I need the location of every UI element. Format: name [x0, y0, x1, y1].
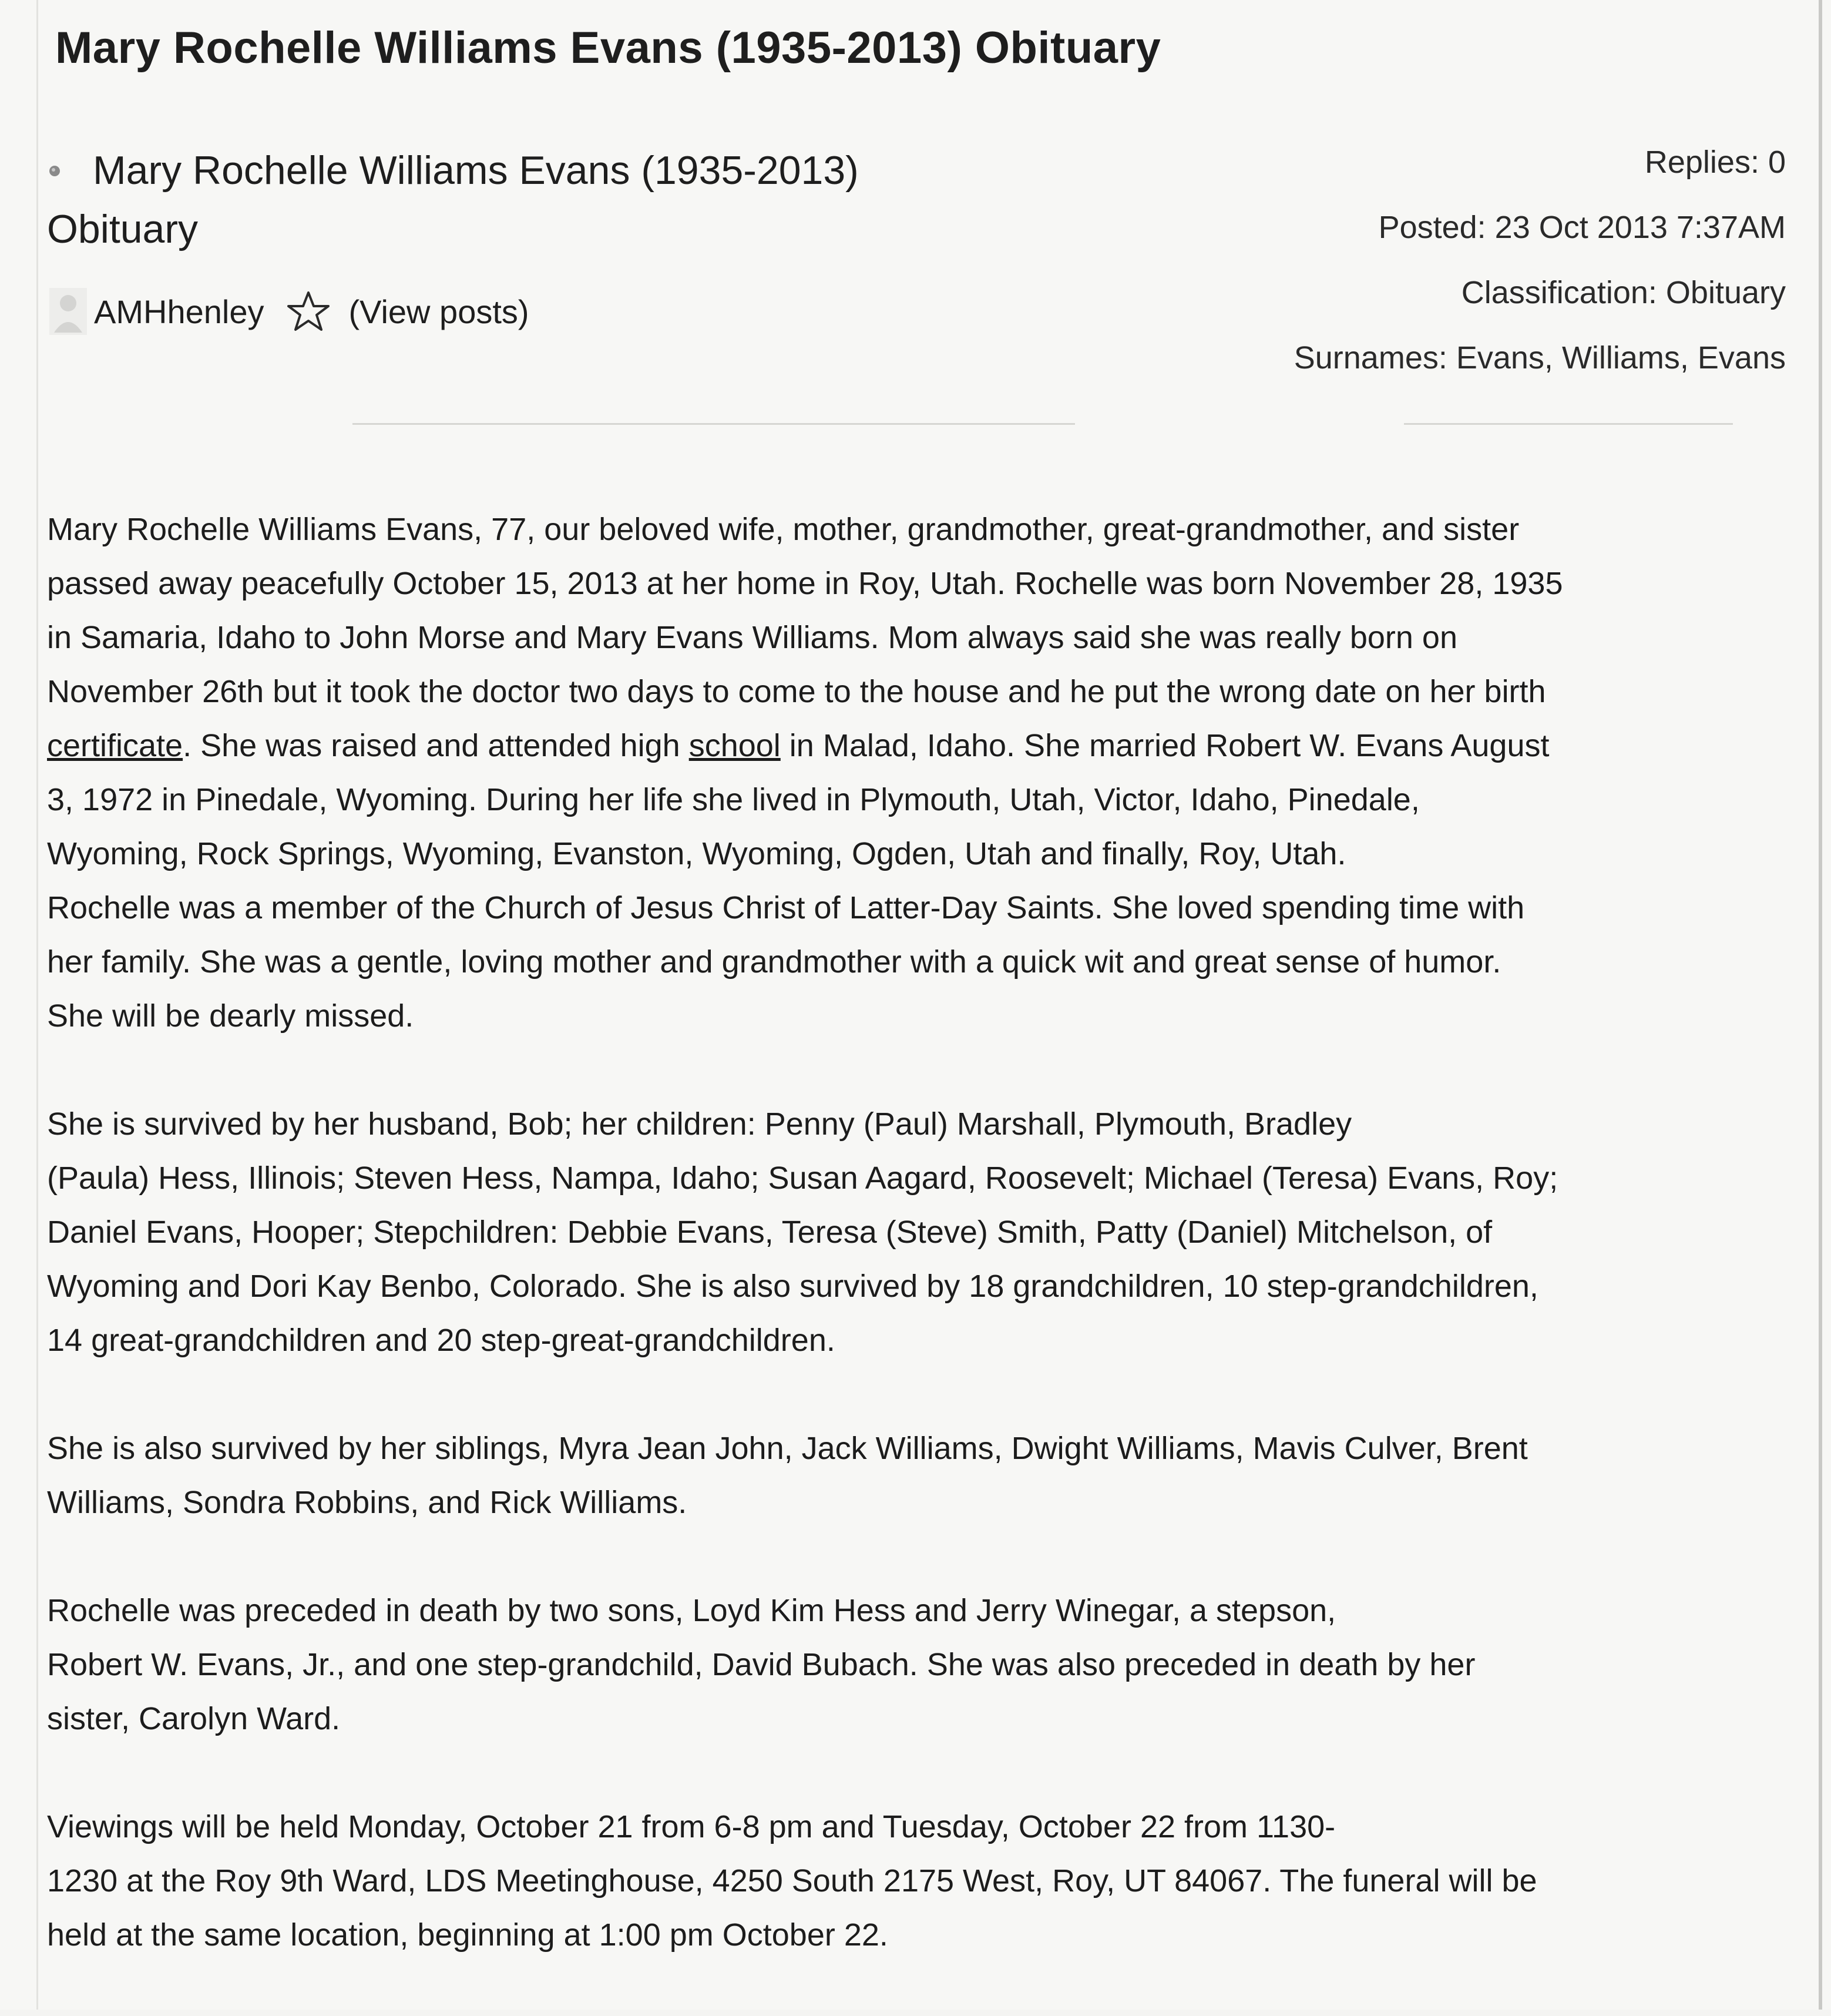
- text-line: sister, Carolyn Ward.: [47, 1701, 341, 1736]
- paragraph-siblings: [47, 1421, 1786, 1529]
- post-meta: [1022, 146, 1786, 407]
- text-line: 1230 at the Roy 9th Ward, LDS Meetinghouse, 4250 South 2175 West, Roy, UT 84067. The funeral will be: [47, 1863, 1537, 1898]
- obituary-body: [47, 502, 1786, 2016]
- text-line: (Paula) Hess, Illinois; Steven Hess, Nampa, Idaho; Susan Aagard, Roosevelt; Michael (Teresa) Evans, Roy;: [47, 1160, 1558, 1196]
- text-line: November 26th but it took the doctor two days to come to the house and he put the wrong date on her birth: [47, 674, 1546, 709]
- text-line: Williams, Sondra Robbins, and Rick Williams.: [47, 1485, 687, 1520]
- text-fragment: . She was raised and attended high: [183, 728, 689, 763]
- text-line: Wyoming and Dori Kay Benbo, Colorado. She is also survived by 18 grandchildren, 10 step-grandchildren,: [47, 1269, 1538, 1304]
- text-line: She is survived by her husband, Bob; her children: Penny (Paul) Marshall, Plymouth, Bradley: [47, 1106, 1352, 1142]
- right-border: [1819, 0, 1822, 2010]
- left-margin-rule: [36, 0, 38, 2010]
- text-line: her family. She was a gentle, loving mother and grandmother with a quick wit and great sense of humor.: [47, 944, 1501, 980]
- author-row: [47, 282, 529, 341]
- avatar-icon[interactable]: [47, 286, 89, 337]
- star-icon[interactable]: [286, 289, 331, 334]
- author-name[interactable]: AMHhenley: [94, 293, 264, 330]
- posted-date: Posted: 23 Oct 2013 7:37AM: [1378, 210, 1786, 245]
- certificate-link[interactable]: certificate: [47, 728, 183, 763]
- text-line: 14 great-grandchildren and 20 step-great-grandchildren.: [47, 1323, 835, 1358]
- paragraph-biography: [47, 502, 1786, 1043]
- page-title: Mary Rochelle Williams Evans (1935-2013) Obituary: [55, 23, 1161, 73]
- classification: Classification: Obituary: [1461, 275, 1786, 310]
- view-posts-link[interactable]: (View posts): [348, 293, 529, 330]
- text-fragment: in Malad, Idaho. She married Robert W. Evans August: [780, 728, 1550, 763]
- text-line: Daniel Evans, Hooper; Stepchildren: Debbie Evans, Teresa (Steve) Smith, Patty (Daniel) Mitchelson, of: [47, 1215, 1493, 1250]
- post-title[interactable]: Mary Rochelle Williams Evans (1935-2013) Obituary: [47, 148, 859, 251]
- paragraph-preceded: [47, 1584, 1786, 1746]
- text-line: Rochelle was preceded in death by two sons, Loyd Kim Hess and Jerry Winegar, a stepson,: [47, 1593, 1336, 1628]
- text-line: Rochelle was a member of the Church of Jesus Christ of Latter-Day Saints. She loved spending time with: [47, 890, 1525, 925]
- paragraph-services: [47, 1800, 1786, 1962]
- text-line: passed away peacefully October 15, 2013 at her home in Roy, Utah. Rochelle was born November 28, 1935: [47, 566, 1563, 601]
- text-line: Mary Rochelle Williams Evans, 77, our beloved wife, mother, grandmother, great-grandmother, and sister: [47, 512, 1520, 547]
- text-line: Robert W. Evans, Jr., and one step-grandchild, David Bubach. She was also preceded in death by her: [47, 1647, 1476, 1682]
- text-line: 3, 1972 in Pinedale, Wyoming. During her life she lived in Plymouth, Utah, Victor, Idaho, Pinedale,: [47, 782, 1420, 817]
- post-header: [47, 141, 1786, 400]
- school-link[interactable]: school: [688, 728, 781, 763]
- text-line: She is also survived by her siblings, Myra Jean John, Jack Williams, Dwight Williams, Mavis Culver, Brent: [47, 1431, 1528, 1466]
- text-line: [47, 719, 1786, 773]
- replies-count: Replies: 0: [1644, 145, 1786, 180]
- text-line: Wyoming, Rock Springs, Wyoming, Evanston, Wyoming, Ogden, Utah and finally, Roy, Utah.: [47, 836, 1346, 871]
- text-line: held at the same location, beginning at 1:00 pm October 22.: [47, 1917, 888, 1953]
- paragraph-survivors: [47, 1097, 1786, 1367]
- text-line: She will be dearly missed.: [47, 998, 414, 1034]
- surnames: Surnames: Evans, Williams, Evans: [1294, 340, 1786, 375]
- header-divider-left: [352, 423, 1075, 425]
- text-line: in Samaria, Idaho to John Morse and Mary Evans Williams. Mom always said she was really born on: [47, 620, 1457, 655]
- header-divider-right: [1404, 423, 1733, 425]
- text-line: Viewings will be held Monday, October 21 from 6-8 pm and Tuesday, October 22 from 1130-: [47, 1809, 1336, 1844]
